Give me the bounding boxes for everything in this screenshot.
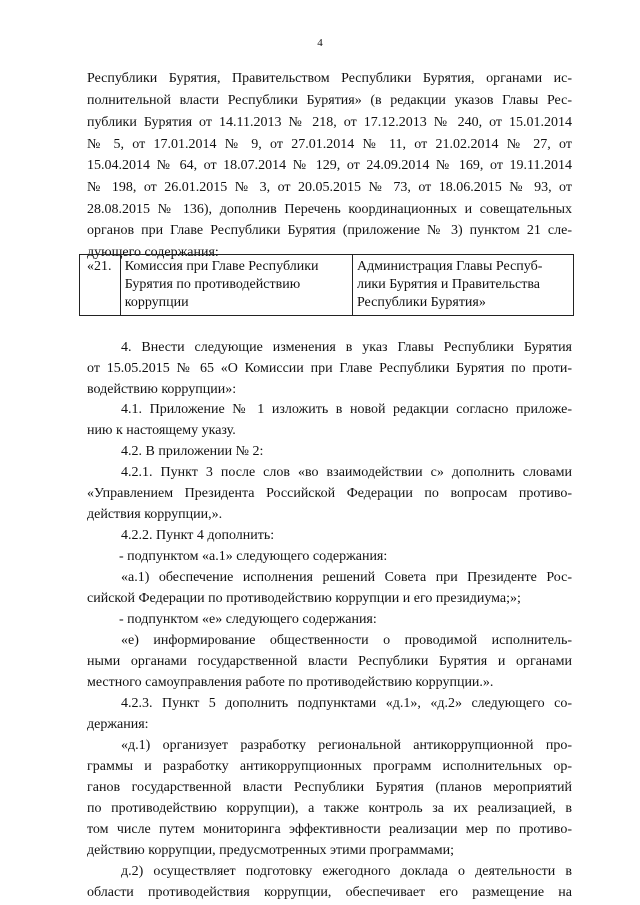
text-line: дующего содержания:: [87, 245, 219, 260]
text-line: 4.2. В приложении № 2:: [121, 444, 264, 459]
text-line: области противодействия коррупции, обеспечивает его размещение на: [87, 885, 572, 900]
text-line: от 15.05.2015 № 65 «О Комиссии при Главе Республики Бурятия по проти-: [87, 361, 572, 376]
text-line: водействию коррупции»:: [87, 382, 237, 397]
name-line: коррупции: [124, 295, 189, 310]
text-line: действию коррупции, предусмотренных этими программами;: [87, 843, 455, 858]
text-line: 4.2.3. Пункт 5 дополнить подпунктами «д.1», «д.2» следующего со-: [121, 696, 572, 711]
text-line: 15.04.2014 № 64, от 18.07.2014 № 129, от 24.09.2014 № 169, от 19.11.2014: [87, 158, 572, 173]
text-line: по противодействию коррупции), а также контроль за их реализацией, в: [87, 801, 572, 816]
commission-table: [79, 254, 574, 316]
text-line: ганов государственной власти Республики Бурятия (планов мероприятий: [87, 780, 572, 795]
text-line: д.2) осуществляет подготовку ежегодного доклада о деятельности в: [121, 864, 572, 879]
table-cell-number: [80, 255, 121, 316]
table-row: [80, 255, 574, 316]
text-line: держания:: [87, 717, 149, 732]
text-line: 28.08.2015 № 136), дополнив Перечень координационных и совещательных: [87, 202, 572, 217]
page-number: 4: [317, 37, 323, 49]
table-cell-organization: [352, 255, 573, 316]
name-line: Бурятия по противодействию: [124, 277, 301, 292]
org-line: Администрация Главы Респуб-: [356, 259, 543, 274]
text-line: граммы и разработку антикоррупционных программ исполнительных ор-: [87, 759, 572, 774]
org-line: Республики Бурятия»: [356, 295, 486, 310]
text-line: том числе путем мониторинга эффективности реализации мер по противо-: [87, 822, 572, 837]
text-line: № 5, от 17.01.2014 № 9, от 27.01.2014 № 11, от 21.02.2014 № 27, от: [87, 137, 572, 152]
item-number: «21.: [87, 259, 112, 274]
name-line: Комиссия при Главе Республики: [124, 259, 319, 274]
text-line: местного самоуправления работе по противодействию коррупции.».: [87, 675, 494, 690]
text-line: - подпунктом «е» следующего содержания:: [119, 612, 377, 627]
org-line: лики Бурятия и Правительства: [356, 277, 540, 292]
text-line: 4.1. Приложение № 1 изложить в новой редакции согласно приложе-: [121, 402, 572, 417]
text-line: сийской Федерации по противодействию коррупции и его президиума;»;: [87, 591, 521, 606]
text-line: 4. Внести следующие изменения в указ Главы Республики Бурятия: [121, 340, 572, 355]
text-line: № 198, от 26.01.2015 № 3, от 20.05.2015 № 73, от 18.06.2015 № 93, от: [87, 180, 572, 195]
text-line: 4.2.2. Пункт 4 дополнить:: [121, 528, 275, 543]
text-line: Республики Бурятия, Правительством Республики Бурятия, органами ис-: [87, 71, 572, 86]
text-line: - подпунктом «а.1» следующего содержания:: [119, 549, 388, 564]
text-line: публики Бурятия от 14.11.2013 № 218, от 17.12.2013 № 240, от 15.01.2014: [87, 115, 572, 130]
text-line: ными органами государственной власти Республики Бурятия и органами: [87, 654, 572, 669]
text-line: «д.1) организует разработку региональной антикоррупционной про-: [121, 738, 572, 753]
text-line: действия коррупции,».: [87, 507, 223, 522]
text-line: полнительной власти Республики Бурятия» (в редакции указов Главы Рес-: [87, 93, 572, 108]
text-line: нию к настоящему указу.: [87, 423, 236, 438]
text-line: «а.1) обеспечение исполнения решений Совета при Президенте Рос-: [121, 570, 572, 585]
table-cell-name: [120, 255, 352, 316]
text-line: 4.2.1. Пункт 3 после слов «во взаимодействии с» дополнить словами: [121, 465, 572, 480]
text-line: «е) информирование общественности о проводимой исполнитель-: [121, 633, 572, 648]
text-line: «Управлением Президента Российской Федерации по вопросам противо-: [87, 486, 572, 501]
text-line: органов при Главе Республики Бурятия (приложение № 3) пунктом 21 сле-: [87, 223, 572, 238]
